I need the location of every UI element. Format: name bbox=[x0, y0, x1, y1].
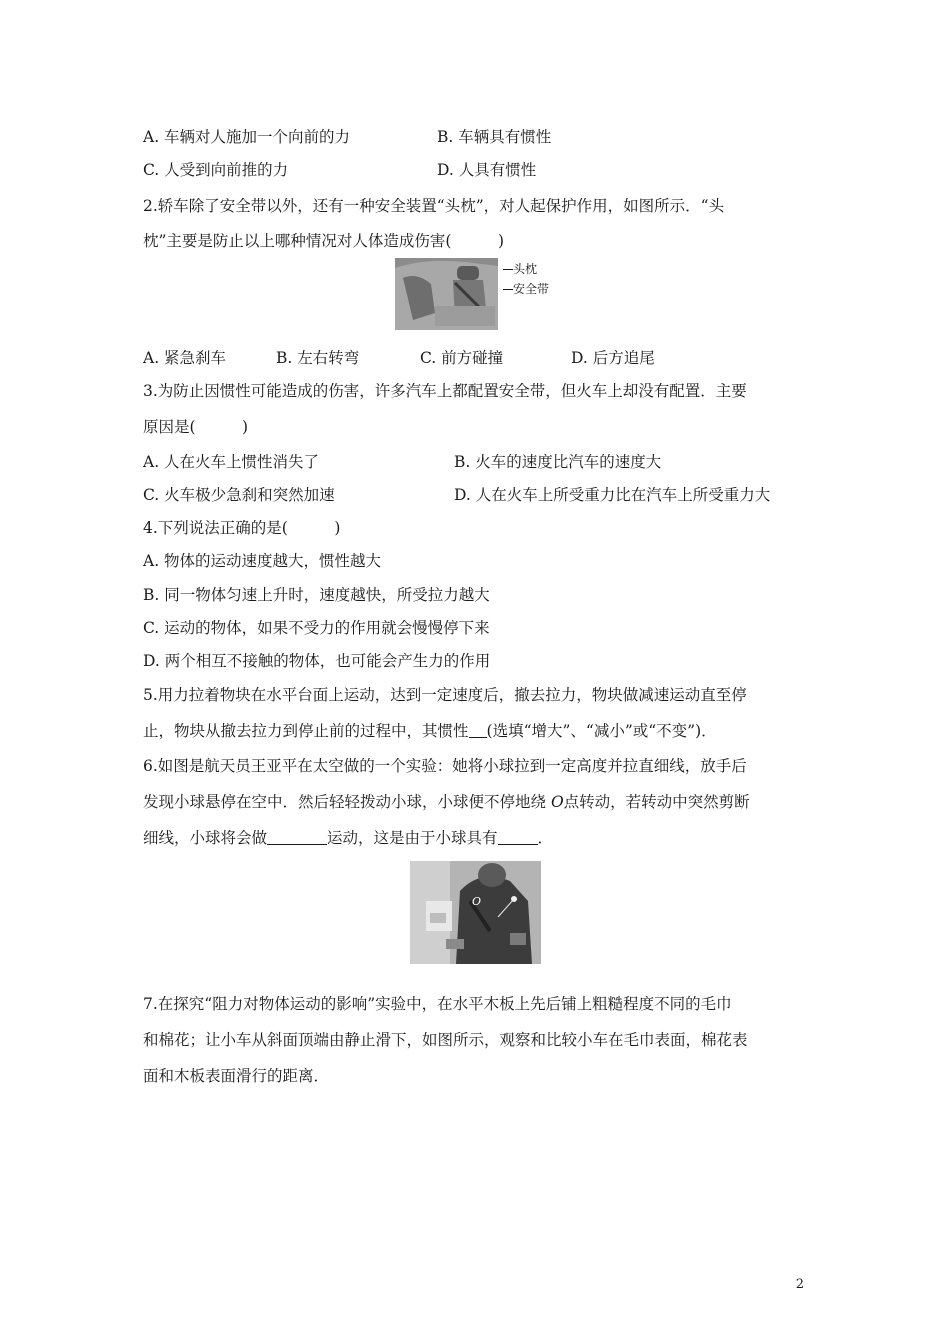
q2-option-c: C. 前方碰撞 bbox=[420, 349, 504, 367]
q4-option-b: B. 同一物体匀速上升时，速度越快，所受拉力越大 bbox=[143, 586, 490, 604]
q7-stem-line1: 7.在探究“阻力对物体运动的影响”实验中，在水平木板上先后铺上粗糙程度不同的毛巾 bbox=[143, 995, 732, 1013]
q6-answer-blank-2 bbox=[498, 830, 538, 845]
q2-stem-line2: 枕”主要是防止以上哪种情况对人体造成伤害( ) bbox=[143, 232, 505, 250]
car-seat-figure bbox=[395, 258, 498, 330]
q2-option-d: D. 后方追尾 bbox=[571, 349, 655, 367]
q1-option-d: D. 人具有惯性 bbox=[437, 161, 537, 179]
q6-stem-line2: 发现小球悬停在空中．然后轻轻拨动小球，小球便不停地绕 O点转动，若转动中突然剪断 bbox=[143, 793, 750, 811]
q5-answer-blank bbox=[469, 723, 487, 738]
q4-option-a: A. 物体的运动速度越大，惯性越大 bbox=[143, 552, 382, 570]
q3-option-c: C. 火车极少急刹和突然加速 bbox=[143, 486, 335, 504]
q5-stem-line1: 5.用力拉着物块在水平台面上运动，达到一定速度后，撤去拉力，物块做减速运动直至停 bbox=[143, 686, 747, 704]
pivot-o-label: O bbox=[472, 895, 482, 908]
q3-option-d: D. 人在火车上所受重力比在汽车上所受重力大 bbox=[454, 486, 771, 504]
q7-stem-line2: 和棉花；让小车从斜面顶端由静止滑下，如图所示，观察和比较小车在毛巾表面，棉花表 bbox=[143, 1031, 748, 1049]
q6-stem-line1: 6.如图是航天员王亚平在太空做的一个实验：她将小球拉到一定高度并拉直细线，放手后 bbox=[143, 757, 747, 775]
q3-stem-line2: 原因是( ) bbox=[143, 418, 249, 436]
q4-option-d: D. 两个相互不接触的物体，也可能会产生力的作用 bbox=[143, 652, 491, 670]
q7-stem-line3: 面和木板表面滑行的距离． bbox=[143, 1067, 330, 1085]
q2-option-b: B. 左右转弯 bbox=[276, 349, 360, 367]
q3-option-b: B. 火车的速度比汽车的速度大 bbox=[454, 453, 662, 471]
q1-option-a: A. 车辆对人施加一个向前的力 bbox=[143, 128, 351, 146]
q4-stem: 4.下列说法正确的是( ) bbox=[143, 519, 341, 537]
q6-stem-line3: 细线，小球将会做 运动，这是由于小球具有 ． bbox=[143, 829, 554, 847]
q2-option-a: A. 紧急刹车 bbox=[143, 349, 227, 367]
q1-option-c: C. 人受到向前推的力 bbox=[143, 161, 289, 179]
page-number: 2 bbox=[795, 1277, 804, 1292]
q3-stem-line1: 3.为防止因惯性可能造成的伤害，许多汽车上都配置安全带，但火车上却没有配置．主要 bbox=[143, 382, 747, 400]
space-experiment-figure bbox=[410, 861, 541, 964]
q6-answer-blank-1 bbox=[267, 830, 327, 845]
q2-stem-line1: 2.轿车除了安全带以外，还有一种安全装置“头枕”，对人起保护作用，如图所示．“头 bbox=[143, 197, 725, 215]
q5-stem-line2: 止，物块从撤去拉力到停止前的过程中，其惯性 (选填“增大”、“减小”或“不变”)． bbox=[143, 722, 717, 740]
q3-option-a: A. 人在火车上惯性消失了 bbox=[143, 453, 320, 471]
q4-option-c: C. 运动的物体，如果不受力的作用就会慢慢停下来 bbox=[143, 619, 490, 637]
seatbelt-label: 安全带 bbox=[503, 282, 549, 296]
headrest-label: 头枕 bbox=[503, 262, 537, 276]
q1-option-b: B. 车辆具有惯性 bbox=[437, 128, 552, 146]
